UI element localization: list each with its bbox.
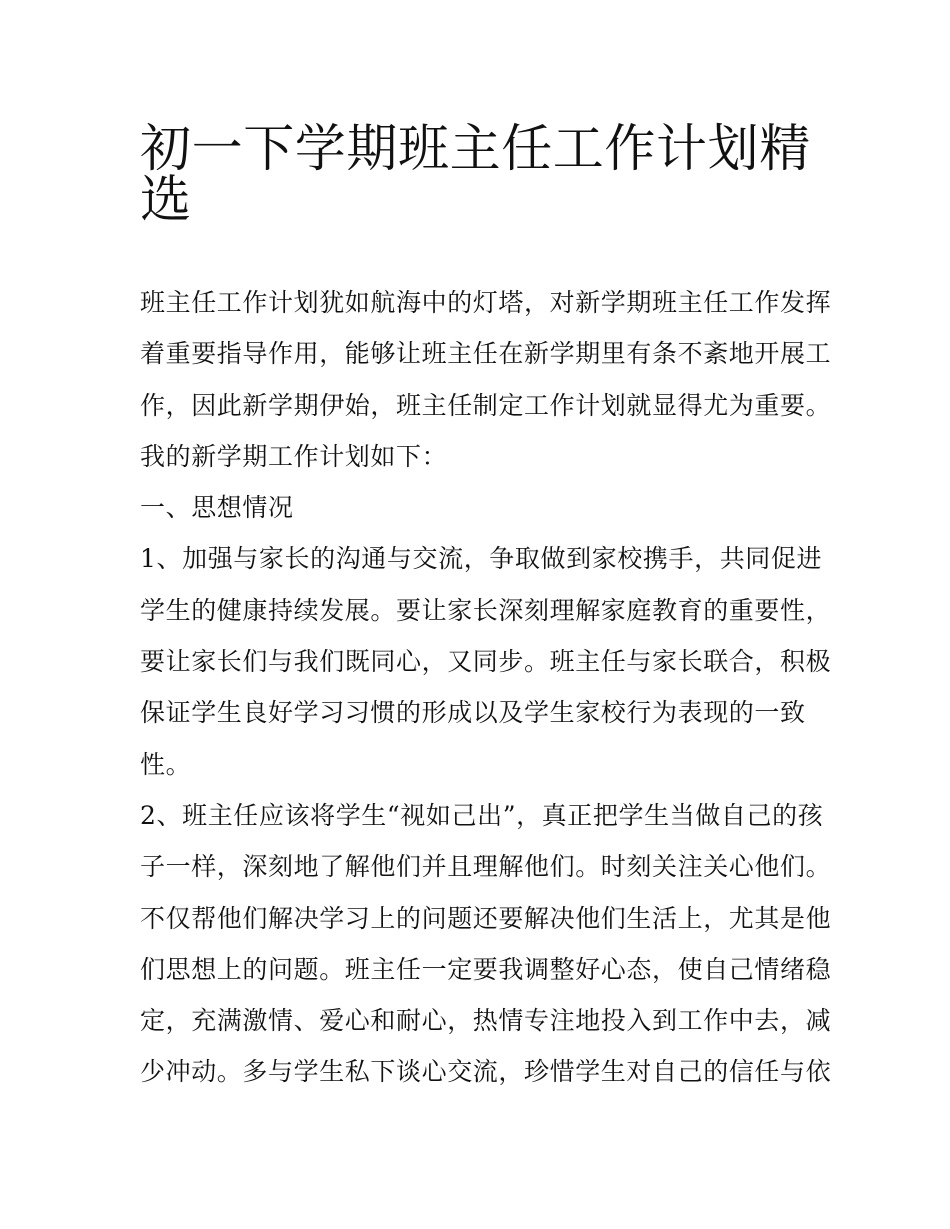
body-line: 少冲动。多与学生私下谈心交流，珍惜学生对自己的信任与依 [140,1057,832,1087]
body-line: 性。 [140,749,192,779]
body-line: 学生的健康持续发展。要让家长深刻理解家庭教育的重要性， [140,595,832,625]
document-body [140,277,832,1098]
body-line: 1、加强与家长的沟通与交流，争取做到家校携手，共同促进 [140,544,823,574]
body-line: 们思想上的问题。班主任一定要我调整好心态，使自己情绪稳 [140,954,832,984]
body-line: 作，因此新学期伊始，班主任制定工作计划就显得尤为重要。 [140,390,832,420]
title-line: 初一下学期班主任工作计划精 [140,120,811,179]
body-line: 子一样，深刻地了解他们并且理解他们。时刻关注关心他们。 [140,852,832,882]
body-line: 要让家长们与我们既同心，又同步。班主任与家长联合，积极 [140,647,832,677]
body-line: 2、班主任应该将学生“视如己出”，真正把学生当做自己的孩 [140,800,824,830]
body-line: 着重要指导作用，能够让班主任在新学期里有条不紊地开展工 [140,339,832,369]
document-title [140,113,820,231]
title-line: 选 [140,171,192,231]
body-line: 我的新学期工作计划如下： [140,441,448,471]
body-line: 班主任工作计划犹如航海中的灯塔，对新学期班主任工作发挥 [140,288,832,317]
section-heading: 一、思想情况 [140,493,294,523]
body-line: 定，充满激情、爱心和耐心，热情专注地投入到工作中去，减 [140,1006,832,1036]
body-line: 不仅帮他们解决学习上的问题还要解决他们生活上，尤其是他 [140,903,832,933]
body-line: 保证学生良好学习习惯的形成以及学生家校行为表现的一致 [140,698,806,728]
